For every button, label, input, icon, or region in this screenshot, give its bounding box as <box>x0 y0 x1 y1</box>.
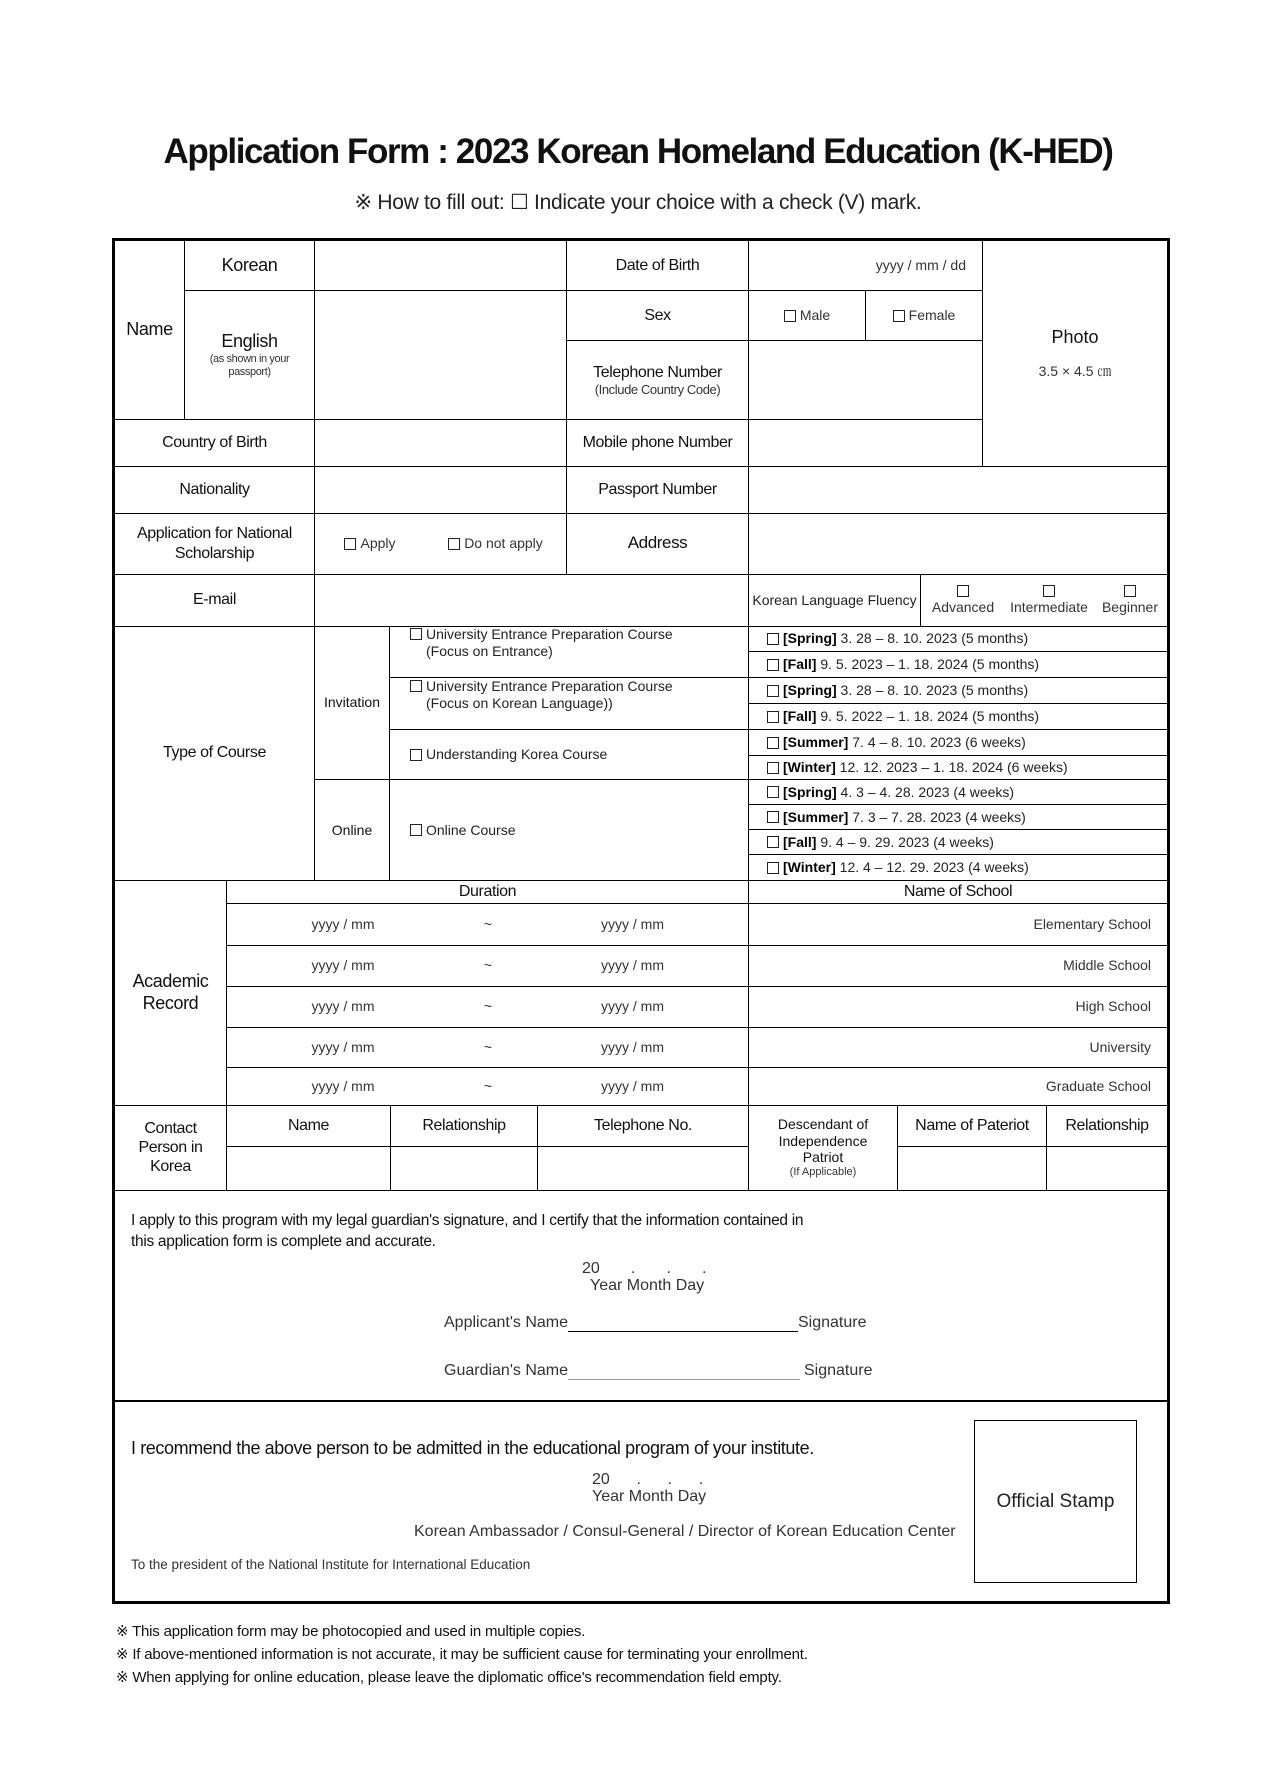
patriot-name-field[interactable] <box>898 1147 1047 1190</box>
invitation-label <box>315 626 390 780</box>
sex-female-checkbox[interactable] <box>866 291 983 341</box>
period-option[interactable] <box>749 678 1167 704</box>
academic-row <box>227 945 1167 987</box>
period-dates: 12. 12. 2023 – 1. 18. 2024 (6 weeks) <box>839 759 1068 776</box>
checkbox-icon <box>1124 585 1136 597</box>
fluency-label-text: Korean Language Fluency <box>752 591 917 608</box>
from-placeholder: yyyy / mm <box>311 1077 375 1094</box>
online-text: Online <box>331 821 373 838</box>
from-date-field[interactable] <box>227 1067 459 1105</box>
fluency-beginner-checkbox[interactable] <box>1093 574 1167 626</box>
recommendation-addressee: To the president of the National Institute for International Education <box>131 1557 531 1572</box>
academic-row <box>227 1027 1167 1068</box>
patriot-name-header-text: Name of Pateriot <box>915 1116 1029 1134</box>
period-season: [Fall] <box>783 708 817 725</box>
recommendation-date-prefix: 20 . . . <box>592 1471 704 1488</box>
scholarship-apply-label: Apply <box>360 535 396 552</box>
official-stamp-box[interactable] <box>974 1420 1137 1583</box>
recommendation-date-labels: Year Month Day <box>592 1488 707 1505</box>
period-option[interactable] <box>749 805 1167 830</box>
passport-label <box>567 466 749 513</box>
academic-row <box>227 986 1167 1028</box>
country-of-birth-label <box>115 419 315 466</box>
school-name-field[interactable] <box>749 904 1167 945</box>
range-separator <box>459 986 517 1027</box>
checkbox-icon <box>767 659 779 671</box>
academic-record-text: Academic Record <box>132 970 209 1013</box>
separator-text: ~ <box>483 998 493 1015</box>
checkbox-icon <box>767 811 779 823</box>
declaration-date-field[interactable] <box>560 1260 742 1294</box>
note-online: ※ When applying for online education, please leave the diplomatic office's recommendation field empty. <box>116 1669 782 1686</box>
checkbox-icon <box>448 538 460 550</box>
english-label-text: English <box>221 331 278 352</box>
descendant-text: Descendant of Independence Patriot <box>777 1115 869 1166</box>
form-title: Application Form : 2023 Korean Homeland Education (K-HED) <box>163 132 1113 171</box>
guardian-name-underline <box>568 1367 800 1380</box>
sex-female-label: Female <box>908 307 956 324</box>
separator-text: ~ <box>483 1077 493 1094</box>
from-placeholder: yyyy / mm <box>311 957 375 974</box>
to-date-field[interactable] <box>517 1067 749 1105</box>
course-name: University Entrance Preparation Course <box>426 678 673 694</box>
recommendation-date-field[interactable] <box>592 1471 706 1505</box>
checkbox-icon <box>1043 585 1055 597</box>
from-date-field[interactable] <box>227 986 459 1027</box>
course-option-understanding-korea[interactable] <box>390 730 749 780</box>
period-option[interactable] <box>749 626 1167 652</box>
period-dates: 9. 5. 2023 – 1. 18. 2024 (5 months) <box>820 656 1040 673</box>
invitation-text: Invitation <box>323 694 381 711</box>
scholarship-apply-checkbox[interactable] <box>315 513 425 574</box>
guardian-name-label: Guardian's Name <box>444 1362 568 1379</box>
period-option[interactable] <box>749 855 1167 880</box>
checkbox-icon <box>767 737 779 749</box>
course-sub: (Focus on Entrance) <box>426 642 553 659</box>
school-level: High School <box>1075 998 1151 1015</box>
nationality-text: Nationality <box>179 480 250 498</box>
to-date-field[interactable] <box>517 904 749 945</box>
contact-telephone-header-text: Telephone No. <box>594 1116 692 1134</box>
sex-label-text: Sex <box>644 306 671 324</box>
school-name-field[interactable] <box>749 986 1167 1027</box>
telephone-field[interactable] <box>749 341 983 419</box>
photo-box[interactable] <box>983 241 1167 466</box>
email-label-text: E-mail <box>193 591 236 609</box>
duration-header-text: Duration <box>458 882 517 900</box>
telephone-label <box>567 341 749 419</box>
telephone-label-text: Telephone Number <box>593 363 722 381</box>
to-date-field[interactable] <box>517 986 749 1027</box>
period-option[interactable] <box>749 830 1167 855</box>
applicant-signature-label: Signature <box>798 1314 867 1331</box>
course-option-korean-language[interactable] <box>390 678 749 730</box>
checkbox-icon <box>957 585 969 597</box>
declaration-date-labels: Year Month Day <box>590 1277 705 1294</box>
school-level: Middle School <box>1063 957 1151 974</box>
period-season: [Winter] <box>783 859 836 876</box>
contact-relationship-header <box>391 1105 538 1147</box>
photo-size: 3.5 × 4.5 ㎝ <box>1038 362 1112 379</box>
address-label <box>567 513 749 574</box>
checkbox-icon <box>767 786 779 798</box>
fluency-advanced-checkbox[interactable] <box>921 574 1005 626</box>
contact-person-label <box>115 1105 227 1190</box>
period-dates: 3. 28 – 8. 10. 2023 (5 months) <box>840 682 1029 699</box>
course-name: University Entrance Preparation Course <box>426 626 673 642</box>
course-option-online[interactable] <box>390 780 749 880</box>
school-name-field[interactable] <box>749 945 1167 986</box>
english-name-field[interactable] <box>315 291 567 419</box>
duration-header <box>227 880 749 904</box>
range-separator <box>459 945 517 986</box>
period-season: [Spring] <box>783 682 837 699</box>
period-season: [Winter] <box>783 759 836 776</box>
period-season: [Fall] <box>783 656 817 673</box>
period-dates: 7. 4 – 8. 10. 2023 (6 weeks) <box>852 734 1026 751</box>
period-option[interactable] <box>749 780 1167 805</box>
guardian-signature-line[interactable] <box>444 1362 873 1380</box>
fluency-advanced-label: Advanced <box>931 598 995 615</box>
address-field[interactable] <box>749 513 1167 574</box>
declaration-line-1: I apply to this program with my legal guardian's signature, and I certify that the information contained in <box>131 1212 804 1229</box>
to-placeholder: yyyy / mm <box>601 998 664 1015</box>
academic-row <box>227 904 1167 946</box>
scholarship-do-not-apply-label: Do not apply <box>464 535 543 552</box>
contact-telephone-field[interactable] <box>538 1147 749 1190</box>
type-of-course-text: Type of Course <box>163 744 266 762</box>
school-name-field[interactable] <box>749 1027 1167 1067</box>
dob-placeholder: yyyy / mm / dd <box>875 257 966 274</box>
name-label <box>115 241 185 419</box>
patriot-relationship-header-text: Relationship <box>1065 1116 1149 1134</box>
patriot-relationship-field[interactable] <box>1047 1147 1167 1190</box>
from-date-field[interactable] <box>227 945 459 986</box>
contact-telephone-header <box>538 1105 749 1147</box>
korean-label-text: Korean <box>221 254 278 275</box>
fluency-beginner-label: Beginner <box>1101 598 1159 615</box>
range-separator <box>459 1027 517 1067</box>
contact-relationship-header-text: Relationship <box>422 1116 506 1134</box>
to-date-field[interactable] <box>517 1027 749 1067</box>
to-placeholder: yyyy / mm <box>601 1038 664 1055</box>
period-season: [Fall] <box>783 833 817 850</box>
dob-field[interactable] <box>749 241 983 291</box>
range-separator <box>459 1067 517 1105</box>
period-season: [Summer] <box>783 734 849 751</box>
english-label <box>185 291 315 419</box>
separator-text: ~ <box>483 916 493 933</box>
descendant-note: (If Applicable) <box>789 1166 857 1179</box>
course-name: Online Course <box>426 821 516 838</box>
checkbox-icon <box>893 310 905 322</box>
scholarship-label <box>115 513 315 574</box>
school-header-text: Name of School <box>903 882 1013 900</box>
academic-rows <box>227 904 1167 1105</box>
applicant-name-label: Applicant's Name <box>444 1314 568 1331</box>
checkbox-icon <box>410 749 422 761</box>
period-dates: 4. 3 – 4. 28. 2023 (4 weeks) <box>840 783 1015 800</box>
declaration-text <box>131 1210 911 1252</box>
period-option[interactable] <box>749 652 1167 678</box>
checkbox-icon <box>767 836 779 848</box>
separator-text: ~ <box>483 957 493 974</box>
period-option[interactable] <box>749 730 1167 756</box>
applicant-name-underline <box>568 1319 798 1332</box>
period-season: [Summer] <box>783 808 849 825</box>
declaration-date-prefix: 20 . . . <box>582 1260 707 1277</box>
school-level: Elementary School <box>1033 916 1151 933</box>
checkbox-icon <box>767 633 779 645</box>
checkbox-icon <box>767 685 779 697</box>
checkbox-icon <box>410 628 422 640</box>
checkbox-icon <box>410 824 422 836</box>
note-accuracy: ※ If above-mentioned information is not accurate, it may be sufficient cause for terminating your enrollment. <box>116 1646 808 1663</box>
contact-person-text: Contact Person in Korea <box>138 1119 203 1176</box>
fill-instruction: ※ How to fill out: ☐ Indicate your choice with a check (V) mark. <box>354 191 922 214</box>
academic-row <box>227 1067 1167 1105</box>
contact-name-field[interactable] <box>227 1147 391 1190</box>
period-option[interactable] <box>749 704 1167 730</box>
photo-label: Photo <box>1051 327 1099 348</box>
sex-male-checkbox[interactable] <box>749 291 866 341</box>
descendant-label <box>749 1105 898 1190</box>
mobile-label <box>567 419 749 466</box>
period-list <box>749 626 1167 880</box>
school-header <box>749 880 1167 904</box>
period-dates: 9. 4 – 9. 29. 2023 (4 weeks) <box>820 833 994 850</box>
to-placeholder: yyyy / mm <box>601 1077 664 1094</box>
period-season: [Spring] <box>783 783 837 800</box>
from-placeholder: yyyy / mm <box>311 998 375 1015</box>
nationality-field[interactable] <box>315 466 567 513</box>
to-date-field[interactable] <box>517 945 749 986</box>
from-placeholder: yyyy / mm <box>311 916 375 933</box>
korean-label <box>185 241 315 291</box>
from-date-field[interactable] <box>227 1027 459 1067</box>
patriot-relationship-header <box>1047 1105 1167 1147</box>
recommendation-text: I recommend the above person to be admitted in the educational program of your institute. <box>131 1438 814 1458</box>
email-label <box>115 574 315 626</box>
country-of-birth-field[interactable] <box>315 419 567 466</box>
to-placeholder: yyyy / mm <box>601 916 664 933</box>
school-level: Graduate School <box>1045 1077 1151 1094</box>
period-dates: 9. 5. 2022 – 1. 18. 2024 (5 months) <box>820 708 1040 725</box>
period-dates: 7. 3 – 7. 28. 2023 (4 weeks) <box>852 808 1026 825</box>
period-option[interactable] <box>749 756 1167 780</box>
school-level: University <box>1089 1038 1151 1055</box>
passport-field[interactable] <box>749 466 1167 513</box>
online-label <box>315 780 390 880</box>
course-name: Understanding Korea Course <box>426 746 608 763</box>
guardian-signature-label: Signature <box>804 1362 873 1379</box>
country-of-birth-text: Country of Birth <box>162 433 267 451</box>
official-stamp-label: Official Stamp <box>996 1490 1115 1512</box>
name-label-text: Name <box>126 319 173 340</box>
address-label-text: Address <box>627 533 688 553</box>
scholarship-do-not-apply-checkbox[interactable] <box>425 513 567 574</box>
contact-name-header <box>227 1105 391 1147</box>
applicant-signature-line[interactable] <box>444 1314 867 1332</box>
note-photocopy: ※ This application form may be photocopied and used in multiple copies. <box>116 1623 586 1640</box>
fluency-intermediate-label: Intermediate <box>1010 598 1088 615</box>
range-separator <box>459 904 517 945</box>
dob-label <box>567 241 749 291</box>
fluency-intermediate-checkbox[interactable] <box>1005 574 1093 626</box>
academic-record-label <box>115 880 227 1105</box>
patriot-name-header <box>898 1105 1047 1147</box>
from-placeholder: yyyy / mm <box>311 1038 375 1055</box>
declaration-line-2: this application form is complete and accurate. <box>131 1233 436 1250</box>
course-sub: (Focus on Korean Language)) <box>426 694 613 711</box>
type-of-course-label <box>115 626 315 880</box>
mobile-label-text: Mobile phone Number <box>582 433 733 451</box>
checkbox-icon <box>410 680 422 692</box>
checkbox-icon <box>344 538 356 550</box>
checkbox-icon <box>767 862 779 874</box>
separator-text: ~ <box>483 1038 493 1055</box>
mobile-field[interactable] <box>749 419 983 466</box>
sex-male-label: Male <box>799 307 831 324</box>
recommendation-signer: Korean Ambassador / Consul-General / Director of Korean Education Center <box>414 1523 956 1540</box>
period-dates: 3. 28 – 8. 10. 2023 (5 months) <box>840 630 1029 647</box>
scholarship-text: Application for National Scholarship <box>137 525 292 562</box>
checkbox-icon <box>784 310 796 322</box>
dob-label-text: Date of Birth <box>615 256 700 274</box>
contact-name-header-text: Name <box>287 1116 330 1134</box>
english-note: (as shown in your passport) <box>209 352 290 378</box>
telephone-note: (Include Country Code) <box>594 381 721 397</box>
checkbox-icon <box>767 762 779 774</box>
nationality-label <box>115 466 315 513</box>
period-dates: 12. 4 – 12. 29. 2023 (4 weeks) <box>839 859 1029 876</box>
period-season: [Spring] <box>783 630 837 647</box>
from-date-field[interactable] <box>227 904 459 945</box>
course-option-entrance[interactable] <box>390 626 749 678</box>
contact-relationship-field[interactable] <box>391 1147 538 1190</box>
school-name-field[interactable] <box>749 1067 1167 1105</box>
to-placeholder: yyyy / mm <box>601 957 664 974</box>
korean-name-field[interactable] <box>315 241 567 291</box>
fluency-label <box>749 574 921 626</box>
checkbox-icon <box>767 711 779 723</box>
email-field[interactable] <box>315 574 749 626</box>
passport-label-text: Passport Number <box>598 480 717 498</box>
sex-label <box>567 291 749 341</box>
